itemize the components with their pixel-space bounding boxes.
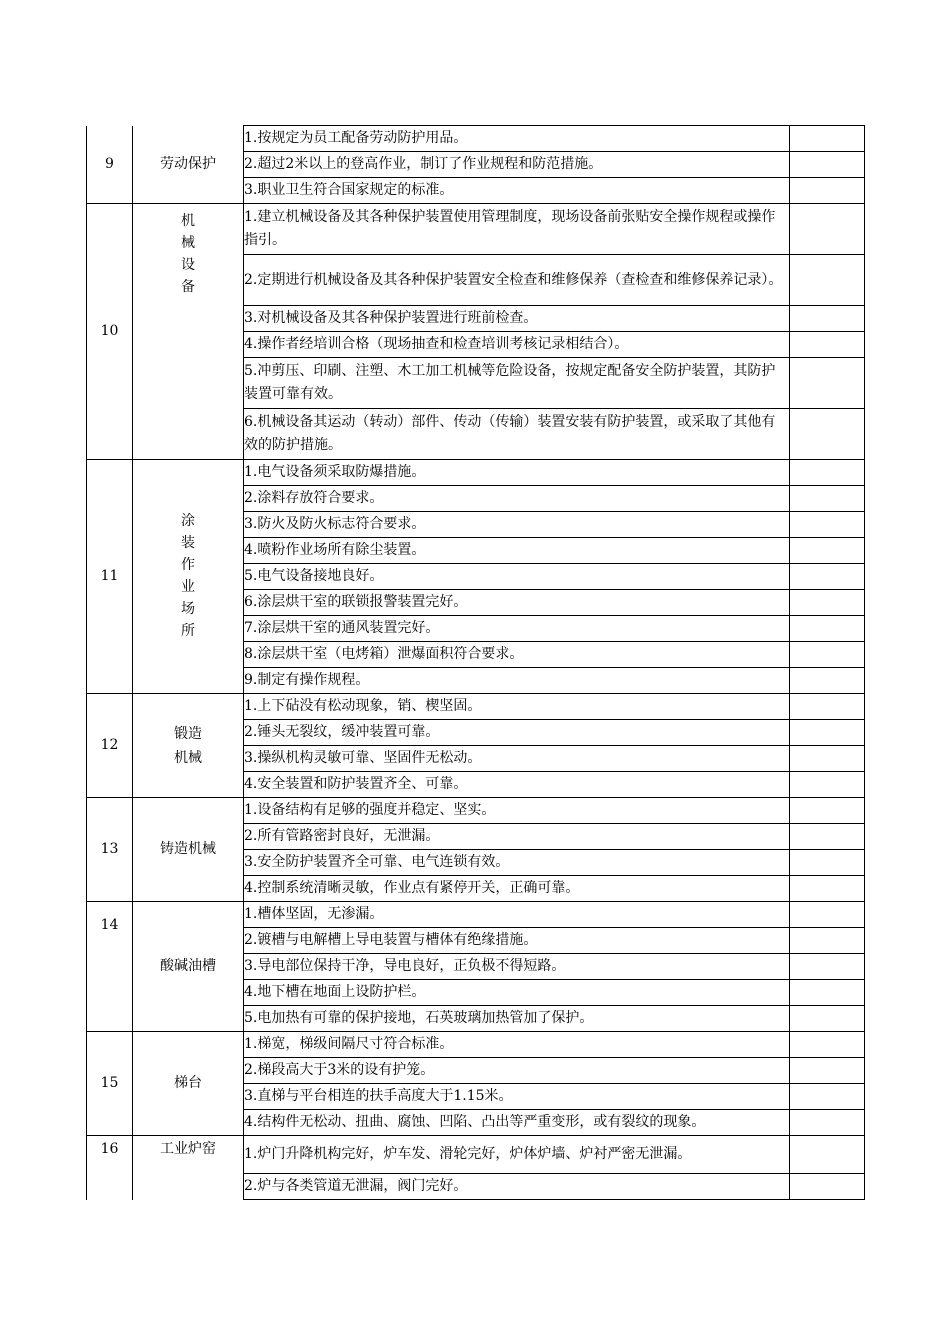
result-cell[interactable] (790, 178, 865, 204)
check-item: 4.安全装置和防护装置齐全、可靠。 (244, 772, 790, 798)
check-item: 3.对机械设备及其各种保护装置进行班前检查。 (244, 306, 790, 332)
section-category (133, 460, 244, 694)
result-cell[interactable] (790, 642, 865, 668)
check-item: 2.镀槽与电解槽上导电装置与槽体有绝缘措施。 (244, 928, 790, 954)
result-cell[interactable] (790, 460, 865, 486)
section-number: 15 (87, 1032, 133, 1136)
result-cell[interactable] (790, 694, 865, 720)
result-cell[interactable] (790, 1136, 865, 1174)
check-item: 4.控制系统清晰灵敏，作业点有紧停开关，正确可靠。 (244, 876, 790, 902)
check-item: 3.直梯与平台相连的扶手高度大于1.15米。 (244, 1084, 790, 1110)
result-cell[interactable] (790, 126, 865, 152)
check-item: 1.电气设备须采取防爆措施。 (244, 460, 790, 486)
check-item: 4.操作者经培训合格（现场抽查和检查培训考核记录相结合）。 (244, 332, 790, 358)
check-item: 1.梯宽，梯级间隔尺寸符合标准。 (244, 1032, 790, 1058)
safety-checklist-table (86, 125, 865, 1200)
category-char: 械 (181, 235, 195, 251)
result-cell[interactable] (790, 590, 865, 616)
category-char: 作 (181, 557, 195, 573)
check-item: 2.定期进行机械设备及其各种保护装置安全检查和维修保养（查检查和维修保养记录）。 (244, 255, 790, 306)
result-cell[interactable] (790, 409, 865, 460)
category-line: 锻造 (174, 725, 202, 742)
check-item: 1.建立机械设备及其各种保护装置使用管理制度，现场设备前张贴安全操作规程或操作指引。 (244, 204, 790, 255)
section-number: 13 (87, 798, 133, 902)
section-number: 11 (87, 460, 133, 694)
check-item: 6.机械设备其运动（转动）部件、传动（传输）装置安装有防护装置，或采取了其他有效的防护措施。 (244, 409, 790, 460)
section-category: 劳动保护 (133, 126, 244, 204)
result-cell[interactable] (790, 1058, 865, 1084)
check-item: 1.槽体坚固，无渗漏。 (244, 902, 790, 928)
section-category: 梯台 (133, 1032, 244, 1136)
check-item: 2.炉与各类管道无泄漏，阀门完好。 (244, 1174, 790, 1200)
result-cell[interactable] (790, 720, 865, 746)
section-category (133, 694, 244, 798)
result-cell[interactable] (790, 668, 865, 694)
check-item: 8.涂层烘干室（电烤箱）泄爆面积符合要求。 (244, 642, 790, 668)
section-number: 14 (87, 902, 133, 1032)
category-char: 设 (181, 257, 195, 273)
category-char: 涂 (181, 513, 195, 529)
result-cell[interactable] (790, 1110, 865, 1136)
result-cell[interactable] (790, 332, 865, 358)
check-item: 1.上下砧没有松动现象，销、楔坚固。 (244, 694, 790, 720)
check-item: 1.按规定为员工配备劳动防护用品。 (244, 126, 790, 152)
result-cell[interactable] (790, 538, 865, 564)
category-char: 业 (181, 579, 195, 595)
check-item: 4.结构件无松动、扭曲、腐蚀、凹陷、凸出等严重变形，或有裂纹的现象。 (244, 1110, 790, 1136)
result-cell[interactable] (790, 1174, 865, 1200)
check-item: 1.炉门升降机构完好，炉车发、滑轮完好，炉体炉墙、炉衬严密无泄漏。 (244, 1136, 790, 1174)
result-cell[interactable] (790, 306, 865, 332)
check-item: 4.地下槽在地面上设防护栏。 (244, 980, 790, 1006)
result-cell[interactable] (790, 358, 865, 409)
check-item: 4.喷粉作业场所有除尘装置。 (244, 538, 790, 564)
category-char: 场 (181, 601, 195, 617)
check-item: 5.电气设备接地良好。 (244, 564, 790, 590)
section-category (133, 204, 244, 460)
result-cell[interactable] (790, 204, 865, 255)
result-cell[interactable] (790, 980, 865, 1006)
category-char: 装 (181, 535, 195, 551)
check-item: 2.涂料存放符合要求。 (244, 486, 790, 512)
category-char: 所 (181, 623, 195, 639)
check-item: 5.电加热有可靠的保护接地，石英玻璃加热管加了保护。 (244, 1006, 790, 1032)
category-char: 备 (181, 279, 195, 295)
result-cell[interactable] (790, 902, 865, 928)
result-cell[interactable] (790, 486, 865, 512)
result-cell[interactable] (790, 616, 865, 642)
check-item: 1.设备结构有足够的强度并稳定、坚实。 (244, 798, 790, 824)
result-cell[interactable] (790, 954, 865, 980)
section-number: 12 (87, 694, 133, 798)
section-number: 9 (87, 126, 133, 204)
check-item: 7.涂层烘干室的通风装置完好。 (244, 616, 790, 642)
section-number: 16 (87, 1136, 133, 1200)
check-item: 3.操纵机构灵敏可靠、坚固件无松动。 (244, 746, 790, 772)
category-char: 机 (181, 213, 195, 229)
section-category: 工业炉窑 (160, 1141, 216, 1157)
result-cell[interactable] (790, 850, 865, 876)
result-cell[interactable] (790, 152, 865, 178)
result-cell[interactable] (790, 255, 865, 306)
result-cell[interactable] (790, 798, 865, 824)
check-item: 2.所有管路密封良好，无泄漏。 (244, 824, 790, 850)
check-item: 5.冲剪压、印刷、注塑、木工加工机械等危险设备，按规定配备安全防护装置，其防护装置可靠有效。 (244, 358, 790, 409)
section-category: 酸碱油槽 (133, 902, 244, 1032)
result-cell[interactable] (790, 1032, 865, 1058)
check-item: 2.锤头无裂纹，缓冲装置可靠。 (244, 720, 790, 746)
result-cell[interactable] (790, 746, 865, 772)
check-item: 6.涂层烘干室的联锁报警装置完好。 (244, 590, 790, 616)
check-item: 9.制定有操作规程。 (244, 668, 790, 694)
result-cell[interactable] (790, 824, 865, 850)
result-cell[interactable] (790, 876, 865, 902)
result-cell[interactable] (790, 564, 865, 590)
category-line: 机械 (174, 749, 202, 766)
section-category: 铸造机械 (133, 798, 244, 902)
result-cell[interactable] (790, 1084, 865, 1110)
result-cell[interactable] (790, 512, 865, 538)
result-cell[interactable] (790, 928, 865, 954)
section-number: 10 (87, 204, 133, 460)
result-cell[interactable] (790, 1006, 865, 1032)
check-item: 3.导电部位保持干净，导电良好，正负极不得短路。 (244, 954, 790, 980)
check-item: 2.梯段高大于3米的设有护笼。 (244, 1058, 790, 1084)
check-item: 3.安全防护装置齐全可靠、电气连锁有效。 (244, 850, 790, 876)
check-item: 3.职业卫生符合国家规定的标准。 (244, 178, 790, 204)
result-cell[interactable] (790, 772, 865, 798)
check-item: 2.超过2米以上的登高作业，制订了作业规程和防范措施。 (244, 152, 790, 178)
check-item: 3.防火及防火标志符合要求。 (244, 512, 790, 538)
